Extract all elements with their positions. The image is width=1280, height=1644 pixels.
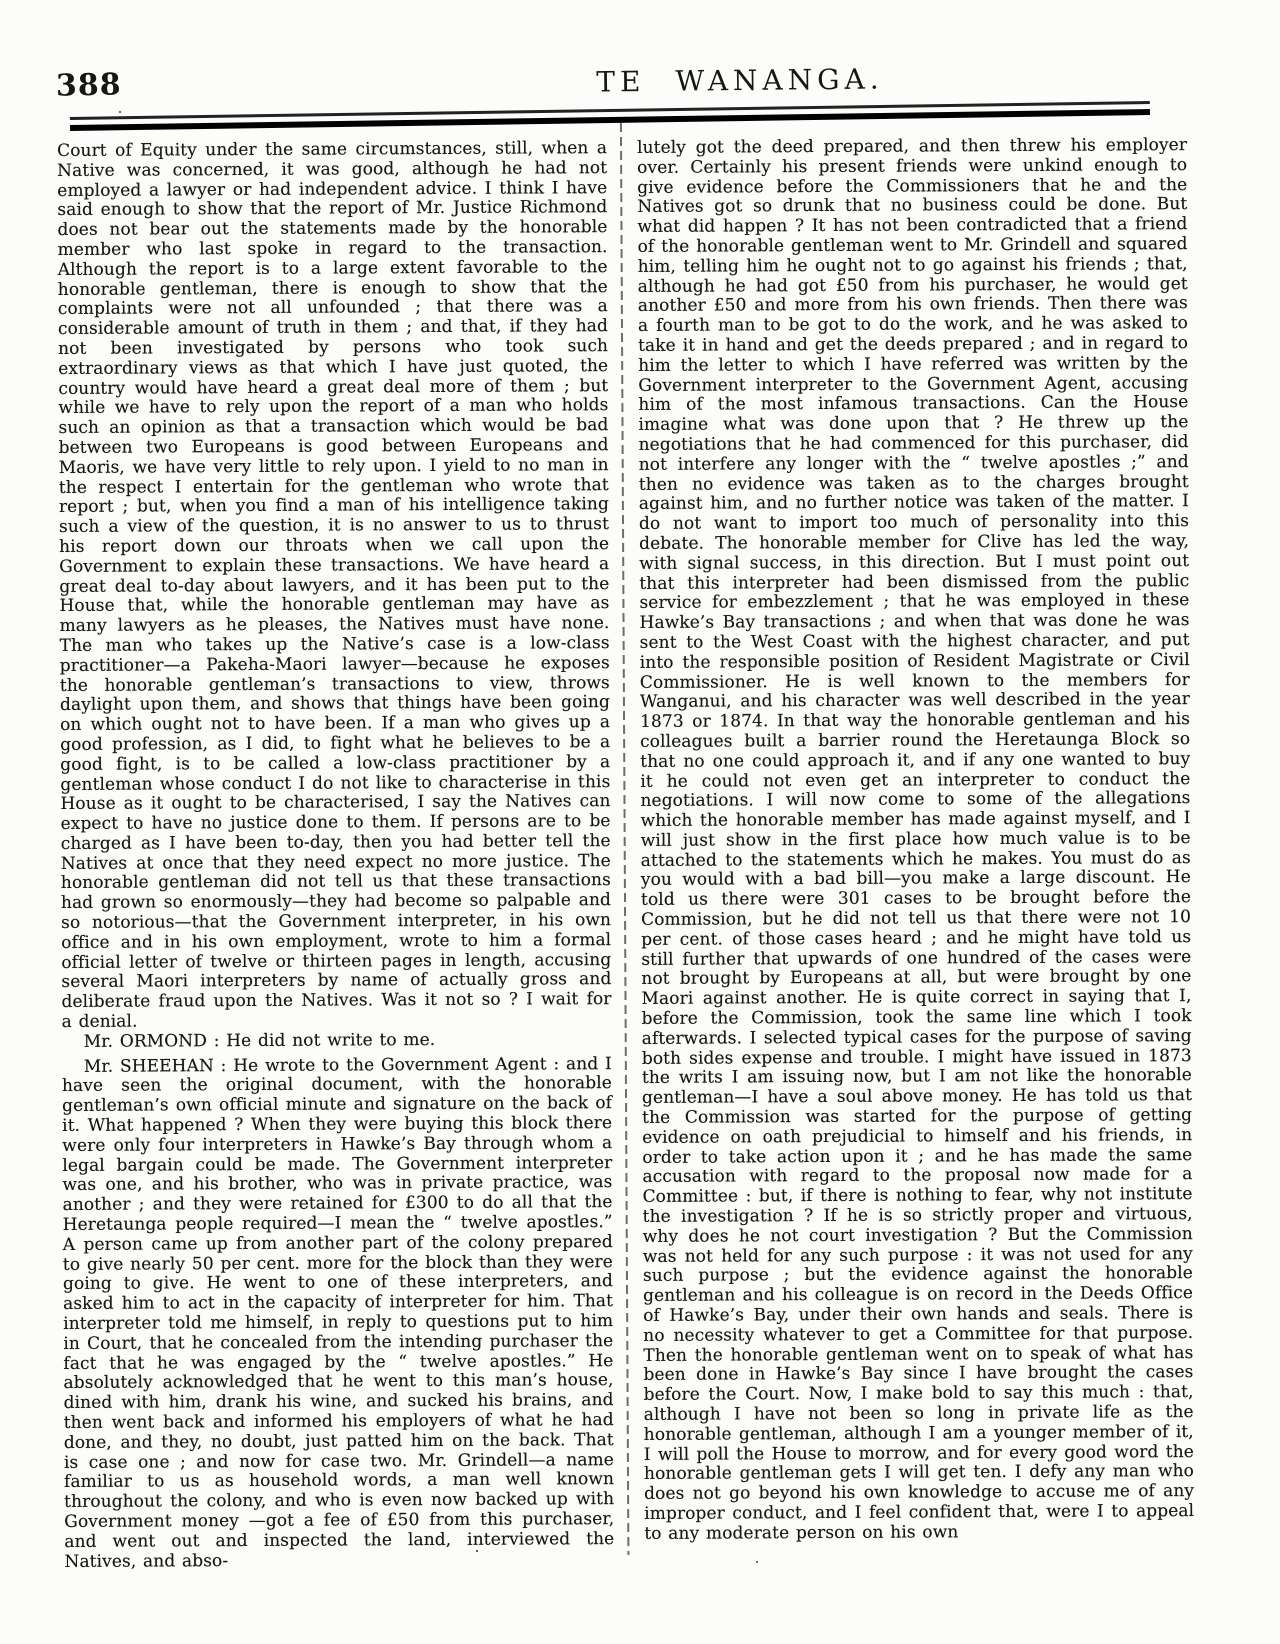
paragraph-continuation: lutely got the deed prepared, and then threw his employer over. Certainly his present friends were unkind enough to give evidence before the Commissioners that he and the Natives got so drunk that no business could be done. But what did happen ? It has not been contradicted that a friend of the honorable gentleman went to Mr. Grindell and squared him, telling him he ought not to go against his friends ; that, although he had got £50 from his purchaser, he would get another £50 and more from his own friends. Then there was a fourth man to be got to do the work, and he was asked to take it in hand and get the deeds prepared ; and in regard to him the letter to which I have referred was written by the Government interpreter to the Government Agent, accusing him of the most infamous transactions. Can the House imagine what was done upon that ? He threw up the negotiations that he had commenced for this purchaser, did not interfere any longer with the “ twelve apostles ;” and then no evidence was taken as to the charges brought against him, and no further notice was taken of the matter. I do not want to import too much of personality into this debate. The honorable member for Clive has led the way, with signal success, in this direction. But I must point out that this interpreter had been dismissed from the public service for embezzlement ; that he was employed in these Hawke’s Bay transactions ; and when that was done he was sent to the West Coast with the highest character, and put into the responsible position of Resident Magistrate or Civil Commissioner. He is well known to the members for Wanganui, and his character was well described in the year 1873 or 1874. In that way the honorable gentleman and his colleagues built a barrier round the Heretaunga Block so that no one could approach it, and if any one wanted to buy it he could not even get an interpreter to conduct the negotiations. I will now come to some of the allegations which the honorable member has made against myself, and I will just show in the first place how much value is to be attached to the statements which he makes. You must do as you would with a bad bill—you make a large discount. He told us there were 301 cases to be brought before the Commission, but he did not tell us that there were not 10 per cent. of those cases heard ; and he might have told us still further that upwards of one hundred of the cases were not brought by Europeans at all, but were brought by one Maori against another. He is quite correct in saying that I, before the Commission, took the same line which I took afterwards. I selected typical cases for the purpose of saving both sides expense and trouble. I might have issued in 1873 the writs I am issuing now, but I am not like the honorable gentleman—I have a soul above money. He has told us that the Commission was started for the purpose of getting evidence on oath prejudicial to himself and his friends, in order to take action upon it ; and he has made the same accusation with regard to the proposal now made for a Committee : but, if there is nothing to fear, why not institute the investigation ? If he is so strictly proper and virtuous, why does he not court investigation ? But the Commission was not held for any such purpose : it was not used for any such purpose ; but the evidence against the honorable gentleman and his colleague is on record in the Deeds Office of Hawke’s Bay, under their own hands and seals. There is no necessity whatever to get a Committee for that purpose. Then the honorable gentleman went on to speak of what has been done in Hawke’s Bay since I have brought the cases before the Court. Now, I make bold to say this much : that, although I have not been so long in private life as the honorable gentleman, although I am a younger member of it, I will poll the House to morrow, and for every good word the honorable gentleman gets I will get ten. I defy any man who does not go beyond his own knowledge to accuse me of any improper conduct, and I feel confident that, were I to appeal to any moderate person on his own — [636, 135, 1195, 1544]
page-title: TE WANANGA. — [596, 62, 884, 99]
text-columns — [57, 136, 1194, 1572]
paragraph-continuation: Court of Equity under the same circumstances, still, when a Native was concerned, it was good, although he had not employed a lawyer or had independent advice. I think I have said enough to show that the report of Mr. Justice Richmond does not bear out the statements made by the honorable member who last spoke in regard to the transaction. Although the report is to a large extent favorable to the honorable gentleman, there is enough to show that the complaints were not all unfounded ; that there was a considerable amount of truth in them ; and that, if they had not been investigated by persons who took such extraordinary views as that which I have just quoted, the country would have heard a great deal more of them ; but while we have to rely upon the report of a man who holds such an opinion as that a transaction which would be bad between two Europeans is good between Europeans and Maoris, we have very little to rely upon. I yield to no man in the respect I entertain for the gentleman who wrote that report ; but, when you find a man of his intelligence taking such a view of the question, it is no answer to us to thrust his report down our throats when we call upon the Government to explain these transactions. We have heard a great deal to-day about lawyers, and it has been put to the House that, while the honorable gentleman may have as many lawyers as he pleases, the Natives must have none. The man who takes up the Native’s case is a low-class practitioner—a Pakeha-Maori lawyer—because he exposes the honorable gentleman’s transactions to view, throws daylight upon them, and shows that things have been going on which ought not to have been. If a man who gives up a good profession, as I did, to fight what he believes to be a good fight, is to be called a low-class practitioner by a gentleman whose conduct I do not like to characterise in this House as it ought to be characterised, I say the Natives can expect to have no justice done to them. If persons are to be charged as I have been to-day, then you had better tell the Natives at once that they need expect no more justice. The honorable gentleman did not tell us that these transactions had grown so enormously—they had become so palpable and so notorious—that the Government interpreter, in his own office and in his own employment, wrote to him a formal official letter of twelve or thirteen pages in length, accusing several Maori interpreters by name of actually gross and deliberate fraud upon the Natives. Was it not so ? I wait for a denial. — [57, 138, 612, 1033]
paragraph-speaker-sheehan: Mr. SHEEHAN : He wrote to the Government Agent : and I have seen the original document, with the honorable gentleman’s own official minute and signature on the back of it. What happened ? When they were buying this block there were only four interpreters in Hawke’s Bay through whom a legal bargain could be made. The Government interpreter was one, and his brother, who was in private practice, was another ; and they were retained for £300 to do all that the Heretaunga people required—I mean the “ twelve apostles.” A person came up from another part of the colony prepared to give nearly 50 per cent. more for the block than they were going to give. He went to one of these interpreters, and asked him to act in the capacity of interpreter for him. That interpreter told me himself, in reply to questions put to him in Court, that he concealed from the intending purchaser the fact that he was engaged by the “ twelve apostles.” He absolutely acknowledged that he went to this man’s house, dined with him, drank his wine, and sucked his brains, and then went back and informed his employers of what he had done, and they, no doubt, just patted him on the back. That is case one ; and now for case two. Mr. Grindell—a name familiar to us as household words, a man well known throughout the colony, and who is even now backed up with Government money —got a fee of £50 from this purchaser, and went out and inspected the land, interviewed the Natives, and abso- — [61, 1053, 615, 1572]
masthead-double-rule — [70, 101, 1150, 131]
page-number: 388 — [55, 67, 122, 104]
paragraph-speaker-ormond: Mr. ORMOND : He did not write to me. — [83, 1029, 436, 1052]
left-column — [57, 139, 626, 1572]
right-column — [619, 136, 1194, 1569]
